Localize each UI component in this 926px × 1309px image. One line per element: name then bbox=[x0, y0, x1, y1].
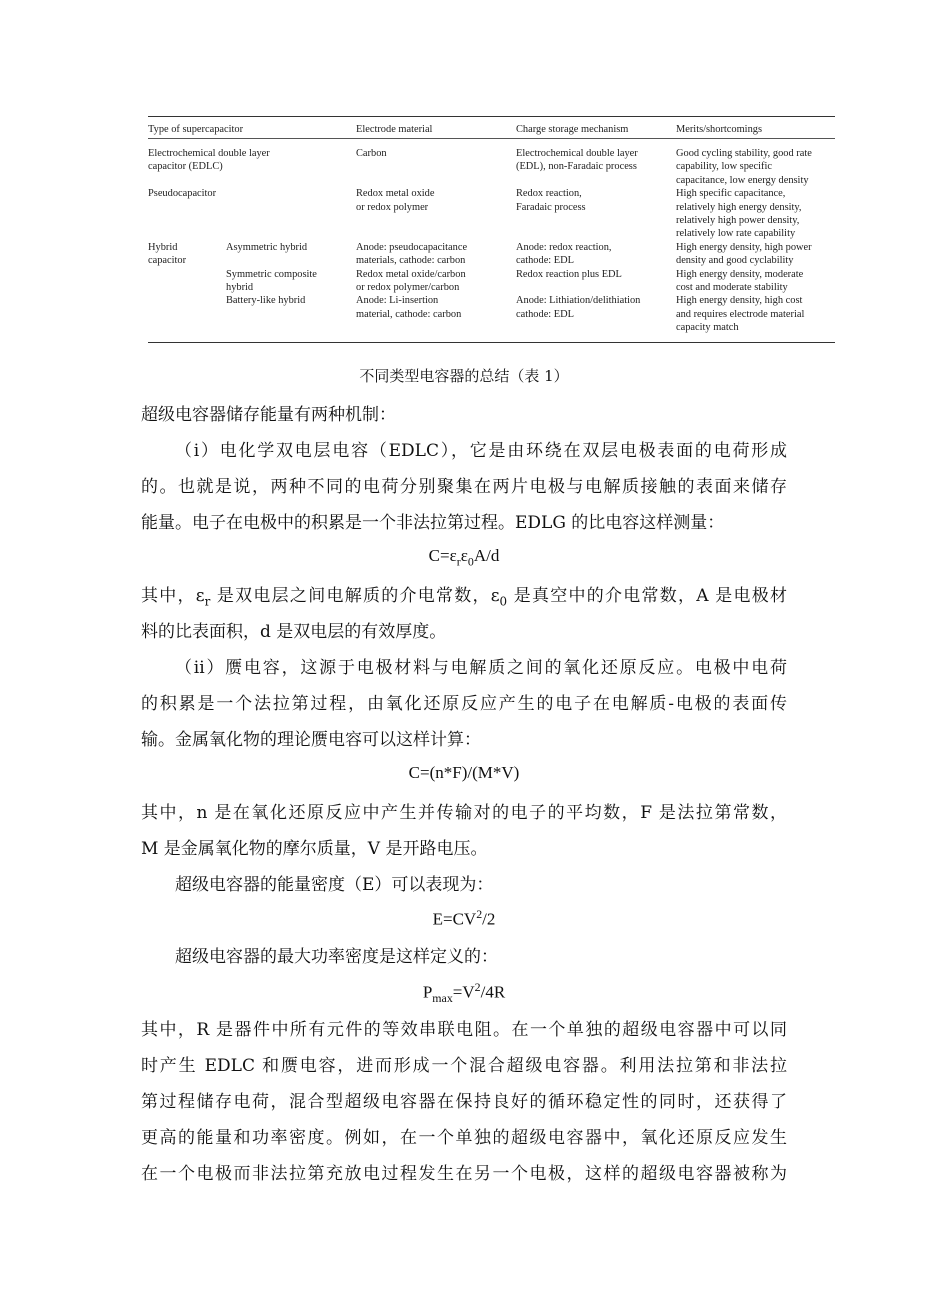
table-row bbox=[148, 294, 835, 334]
text-part: 其中，ε bbox=[141, 586, 205, 606]
eq-part: P bbox=[422, 982, 433, 1002]
cell-subtype: Battery-like hybrid bbox=[226, 295, 306, 307]
cell-type: Pseudocapacitor bbox=[148, 188, 217, 200]
text-sub: 0 bbox=[499, 594, 508, 609]
cell-merits: High energy density, high power density and good cyclability bbox=[676, 241, 812, 267]
eq-part: =V bbox=[452, 982, 475, 1002]
cell-subtype: Symmetric composite hybrid bbox=[226, 268, 317, 294]
cell-type bbox=[148, 268, 226, 295]
header-merits: Merits/shortcomings bbox=[676, 123, 763, 135]
eq-part: /4R bbox=[480, 982, 506, 1002]
paragraph-line: 第过程储存电荷，混合型超级电容器在保持良好的循环稳定性的同时，还获得了 bbox=[141, 1092, 787, 1112]
eq-sup: 2 bbox=[474, 980, 481, 994]
cell-type: Electrochemical double layer capacitor (EDLC) bbox=[148, 148, 270, 173]
paragraph-line: 能量。电子在电极中的积累是一个非法拉第过程。EDLG 的比电容这样测量： bbox=[141, 513, 725, 533]
cell-type bbox=[148, 294, 226, 334]
paragraph-line: M 是金属氧化物的摩尔质量，V 是开路电压。 bbox=[141, 839, 488, 859]
paragraph-line: 输。金属氧化物的理论赝电容可以这样计算： bbox=[141, 730, 481, 750]
cell-electrode: Redox metal oxide/carbon or redox polymer/carbon bbox=[356, 268, 466, 294]
cell-merits: Good cycling stability, good rate capability, low specific capacitance, low energy density bbox=[676, 148, 812, 186]
paragraph-line: 的积累是一个法拉第过程，由氧化还原反应产生的电子在电解质-电极的表面传 bbox=[141, 694, 787, 714]
cell-merits: High energy density, high cost and requires electrode material capacity match bbox=[676, 295, 805, 334]
eq-part: C=ε bbox=[428, 546, 457, 565]
paragraph-line: 料的比表面积，d 是双电层的有效厚度。 bbox=[141, 622, 447, 642]
header-electrode: Electrode material bbox=[356, 123, 433, 135]
eq-sub: r bbox=[456, 554, 461, 569]
text-part: 是真空中的介电常数，A 是电极材 bbox=[507, 586, 787, 606]
equation-energy bbox=[141, 907, 787, 930]
table-caption: 不同类型电容器的总结（表 1） bbox=[359, 367, 569, 385]
paragraph-line: 时产生 EDLC 和赝电容，进而形成一个混合超级电容器。利用法拉第和非法拉 bbox=[141, 1056, 787, 1076]
cell-merits: High energy density, moderate cost and moderate stability bbox=[676, 268, 804, 294]
table-row bbox=[148, 187, 835, 241]
paragraph-line bbox=[141, 581, 787, 608]
table-row bbox=[148, 147, 835, 187]
cell-merits: High specific capacitance, relatively high energy density, relatively high power density, relatively low rate capability bbox=[676, 188, 802, 240]
paragraph-line: 更高的能量和功率密度。例如，在一个单独的超级电容器中，氧化还原反应发生 bbox=[141, 1128, 787, 1148]
cell-electrode: Anode: Li-insertion material, cathode: carbon bbox=[356, 295, 462, 320]
text-part: 是双电层之间电解质的介电常数，ε bbox=[210, 586, 500, 606]
text-sub: r bbox=[204, 594, 211, 609]
paragraph-line: 超级电容器的最大功率密度是这样定义的： bbox=[175, 947, 498, 967]
eq-sub: max bbox=[432, 991, 453, 1006]
cell-type: Hybrid capacitor bbox=[148, 241, 187, 267]
equation-power bbox=[141, 980, 787, 1006]
table-row bbox=[148, 268, 835, 295]
cell-mechanism: Redox reaction plus EDL bbox=[516, 268, 622, 280]
cell-mechanism: Anode: redox reaction, cathode: EDL bbox=[516, 241, 612, 267]
paragraph-line: 其中，n 是在氧化还原反应中产生并传输对的电子的平均数，F 是法拉第常数， bbox=[141, 803, 787, 823]
cell-subtype: Asymmetric hybrid bbox=[226, 241, 308, 253]
paragraph-line: 其中，R 是器件中所有元件的等效串联电阻。在一个单独的超级电容器中可以同 bbox=[141, 1020, 787, 1040]
cell-electrode: Carbon bbox=[356, 148, 387, 159]
cell-mechanism: Redox reaction, Faradaic process bbox=[516, 188, 586, 213]
cell-electrode: Anode: pseudocapacitance materials, cathode: carbon bbox=[356, 241, 468, 267]
table-header-row bbox=[148, 117, 835, 138]
eq-part: /2 bbox=[482, 909, 496, 929]
cell-mechanism: Electrochemical double layer (EDL), non-Faradaic process bbox=[516, 148, 638, 173]
header-mechanism: Charge storage mechanism bbox=[516, 123, 629, 135]
eq-part: A/d bbox=[473, 546, 500, 565]
eq-sub: 0 bbox=[467, 554, 474, 569]
eq-part: ε bbox=[460, 546, 468, 565]
paragraph-line: 超级电容器储存能量有两种机制： bbox=[141, 405, 396, 425]
paragraph-line: 的。也就是说，两种不同的电荷分别聚集在两片电极与电解质接触的表面来储存 bbox=[141, 477, 787, 497]
eq-part: E=CV bbox=[432, 909, 477, 929]
table-header-rule bbox=[148, 138, 835, 139]
table-bottom-rule bbox=[148, 342, 835, 343]
paragraph-line: 在一个电极而非法拉第充放电过程发生在另一个电极，这样的超级电容器被称为 bbox=[141, 1164, 787, 1184]
paragraph-line: 超级电容器的能量密度（E）可以表现为： bbox=[175, 875, 494, 895]
supercapacitor-table bbox=[148, 116, 835, 343]
cell-mechanism: Anode: Lithiation/delithiation cathode: EDL bbox=[516, 295, 641, 320]
cell-electrode: Redox metal oxide or redox polymer bbox=[356, 188, 435, 213]
table-row bbox=[148, 241, 835, 268]
header-type: Type of supercapacitor bbox=[148, 123, 244, 135]
paragraph-line: （ii）赝电容，这源于电极材料与电解质之间的氧化还原反应。电极中电荷 bbox=[175, 658, 787, 678]
equation-pseudo: C=(n*F)/(M*V) bbox=[408, 763, 520, 782]
equation-edlc bbox=[141, 546, 787, 569]
paragraph-line: （i）电化学双电层电容（EDLC），它是由环绕在双层电极表面的电荷形成 bbox=[175, 441, 787, 461]
eq-sup: 2 bbox=[476, 907, 483, 921]
